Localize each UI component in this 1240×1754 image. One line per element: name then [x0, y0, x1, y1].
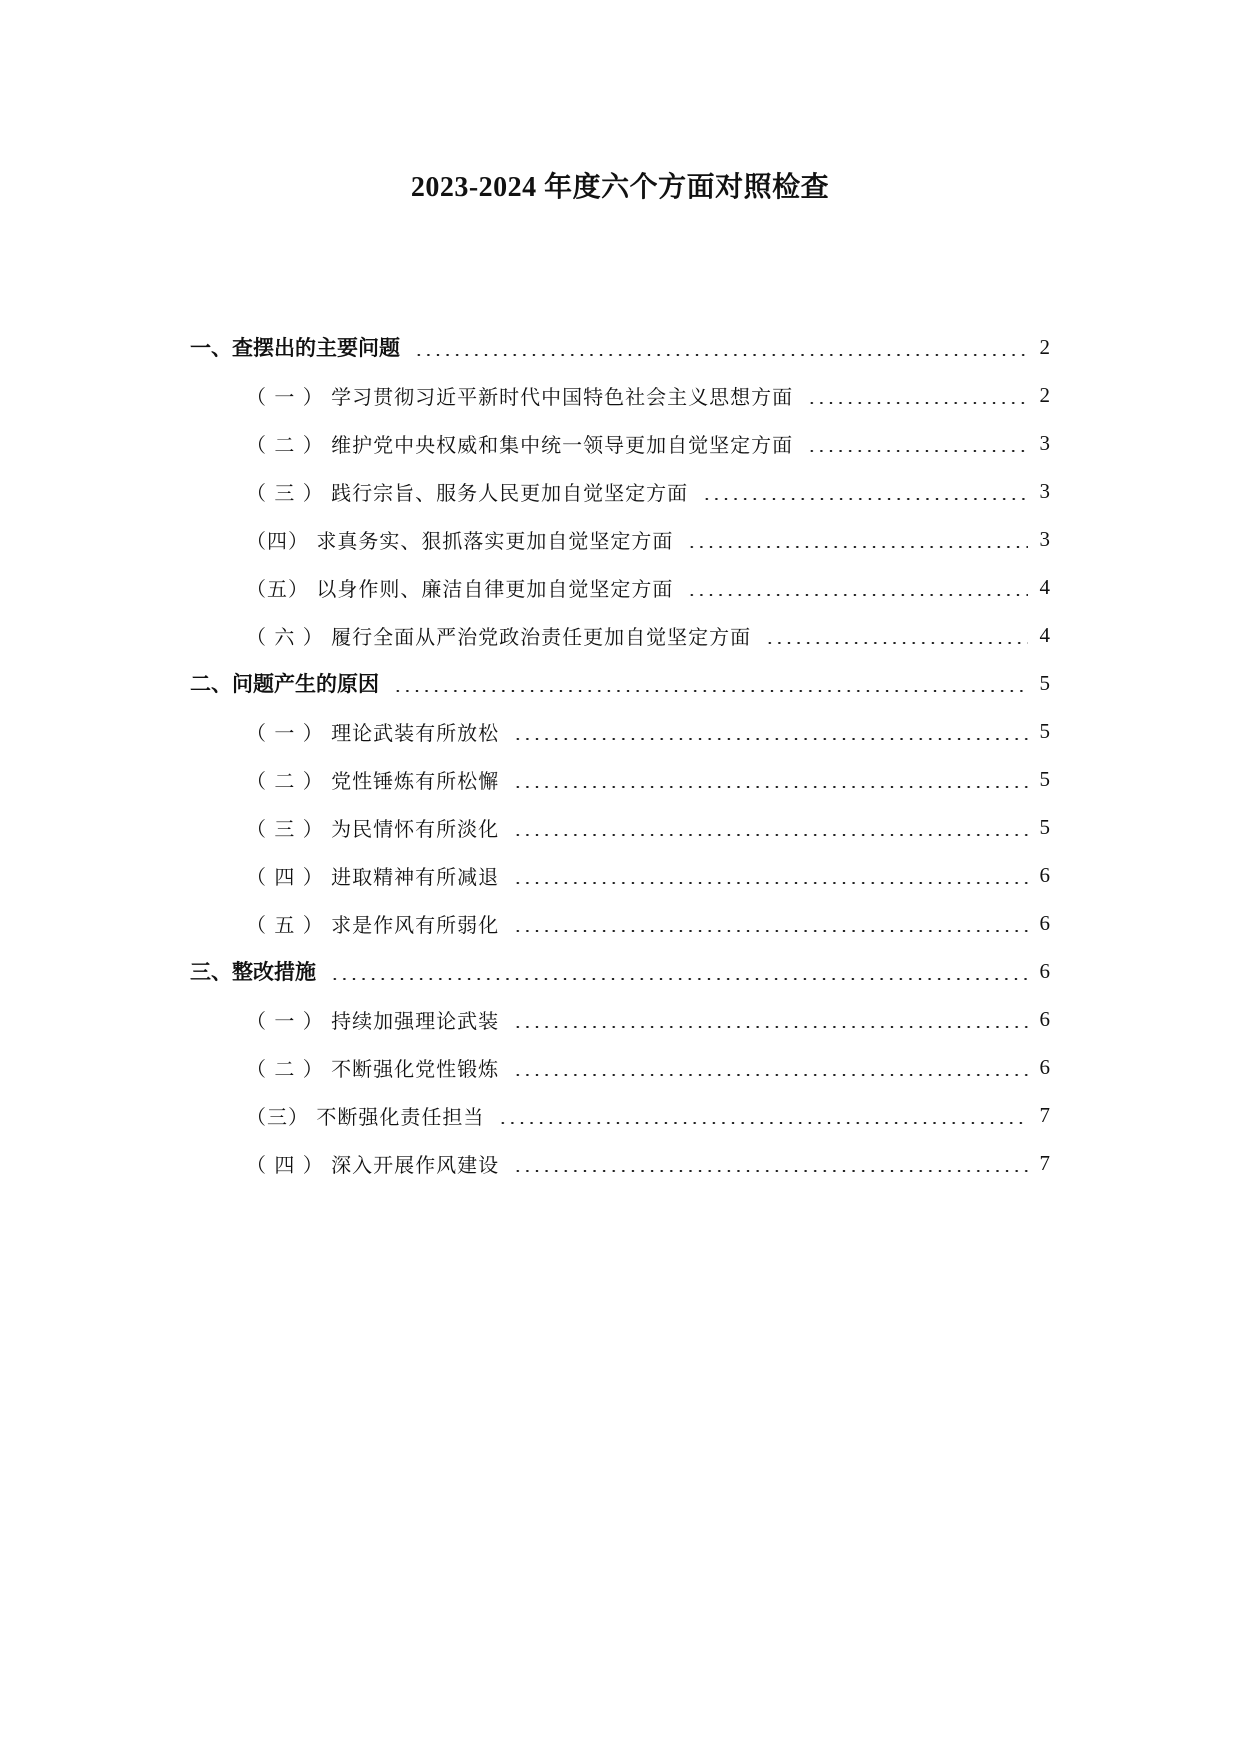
dot-leader — [513, 834, 1028, 836]
toc-subsection-1-1[interactable] — [190, 371, 1050, 419]
toc-entry-label: （ 二 ） 不断强化党性锻炼 — [246, 1056, 500, 1081]
dot-leader — [807, 450, 1028, 452]
dot-leader — [513, 1074, 1028, 1076]
toc-entry-label: （ 六 ） 履行全面从严治党政治责任更加自觉坚定方面 — [246, 624, 752, 649]
toc-section-1[interactable] — [190, 323, 1050, 371]
toc-page-number: 3 — [1039, 478, 1050, 503]
toc-subsection-1-4[interactable] — [190, 515, 1050, 563]
toc-entry-label: （ 三 ） 为民情怀有所淡化 — [246, 816, 500, 841]
toc-entry-label: （五） 以身作则、廉洁自律更加自觉坚定方面 — [246, 576, 674, 601]
toc-page-number: 2 — [1039, 382, 1050, 407]
toc-subsection-3-3[interactable] — [190, 1091, 1050, 1139]
toc-page-number: 7 — [1039, 1102, 1050, 1127]
toc-entry-label: （ 二 ） 维护党中央权威和集中统一领导更加自觉坚定方面 — [246, 432, 794, 457]
toc-page-number: 4 — [1039, 622, 1050, 647]
toc-entry-label: （ 一 ） 学习贯彻习近平新时代中国特色社会主义思想方面 — [246, 384, 794, 409]
toc-entry-label: （四） 求真务实、狠抓落实更加自觉坚定方面 — [246, 528, 674, 553]
toc-subsection-3-4[interactable] — [190, 1139, 1050, 1187]
toc-subsection-2-4[interactable] — [190, 851, 1050, 899]
toc-entry-label: （ 二 ） 党性锤炼有所松懈 — [246, 768, 500, 793]
toc-page-number: 5 — [1039, 670, 1050, 695]
toc-page-number: 2 — [1039, 334, 1050, 359]
toc-page-number: 5 — [1039, 766, 1050, 791]
dot-leader — [687, 594, 1028, 596]
toc-entry-label: （ 一 ） 持续加强理论武装 — [246, 1008, 500, 1033]
toc-page-number: 4 — [1039, 574, 1050, 599]
toc-page-number: 3 — [1039, 430, 1050, 455]
dot-leader — [513, 738, 1028, 740]
dot-leader — [807, 402, 1028, 404]
toc-subsection-1-3[interactable] — [190, 467, 1050, 515]
dot-leader — [687, 546, 1028, 548]
toc-page-number: 7 — [1039, 1150, 1050, 1175]
toc-page-number: 5 — [1039, 718, 1050, 743]
toc-page-number: 5 — [1039, 814, 1050, 839]
toc-subsection-3-2[interactable] — [190, 1043, 1050, 1091]
document-title: 2023-2024 年度六个方面对照检查 — [410, 172, 830, 203]
toc-entry-label: （ 一 ） 理论武装有所放松 — [246, 720, 500, 745]
toc-subsection-1-6[interactable] — [190, 611, 1050, 659]
toc-page-number: 6 — [1039, 862, 1050, 887]
toc-section-3[interactable] — [190, 947, 1050, 995]
dot-leader — [513, 1026, 1028, 1028]
toc-page-number: 3 — [1039, 526, 1050, 551]
dot-leader — [414, 354, 1028, 356]
toc-subsection-2-1[interactable] — [190, 707, 1050, 755]
dot-leader — [393, 690, 1028, 692]
toc-entry-label: 二、问题产生的原因 — [190, 672, 379, 696]
toc-page-number: 6 — [1039, 1006, 1050, 1031]
toc-subsection-2-5[interactable] — [190, 899, 1050, 947]
toc-subsection-1-5[interactable] — [190, 563, 1050, 611]
dot-leader — [513, 882, 1028, 884]
dot-leader — [498, 1122, 1028, 1124]
toc-section-2[interactable] — [190, 659, 1050, 707]
toc-entry-label: 三、整改措施 — [190, 960, 316, 984]
toc-entry-label: （ 四 ） 进取精神有所减退 — [246, 864, 500, 889]
toc-subsection-2-2[interactable] — [190, 755, 1050, 803]
toc-subsection-2-3[interactable] — [190, 803, 1050, 851]
dot-leader — [513, 930, 1028, 932]
dot-leader — [513, 786, 1028, 788]
toc-entry-label: （三） 不断强化责任担当 — [246, 1104, 485, 1129]
table-of-contents — [190, 323, 1050, 1187]
dot-leader — [513, 1170, 1028, 1172]
toc-subsection-1-2[interactable] — [190, 419, 1050, 467]
toc-entry-label: （ 四 ） 深入开展作风建设 — [246, 1152, 500, 1177]
dot-leader — [765, 642, 1028, 644]
toc-page-number: 6 — [1039, 1054, 1050, 1079]
toc-page-number: 6 — [1039, 910, 1050, 935]
dot-leader — [330, 978, 1028, 980]
toc-subsection-3-1[interactable] — [190, 995, 1050, 1043]
dot-leader — [702, 498, 1028, 500]
toc-entry-label: （ 五 ） 求是作风有所弱化 — [246, 912, 500, 937]
toc-entry-label: （ 三 ） 践行宗旨、服务人民更加自觉坚定方面 — [246, 480, 689, 505]
toc-entry-label: 一、查摆出的主要问题 — [190, 336, 400, 360]
toc-page-number: 6 — [1039, 958, 1050, 983]
